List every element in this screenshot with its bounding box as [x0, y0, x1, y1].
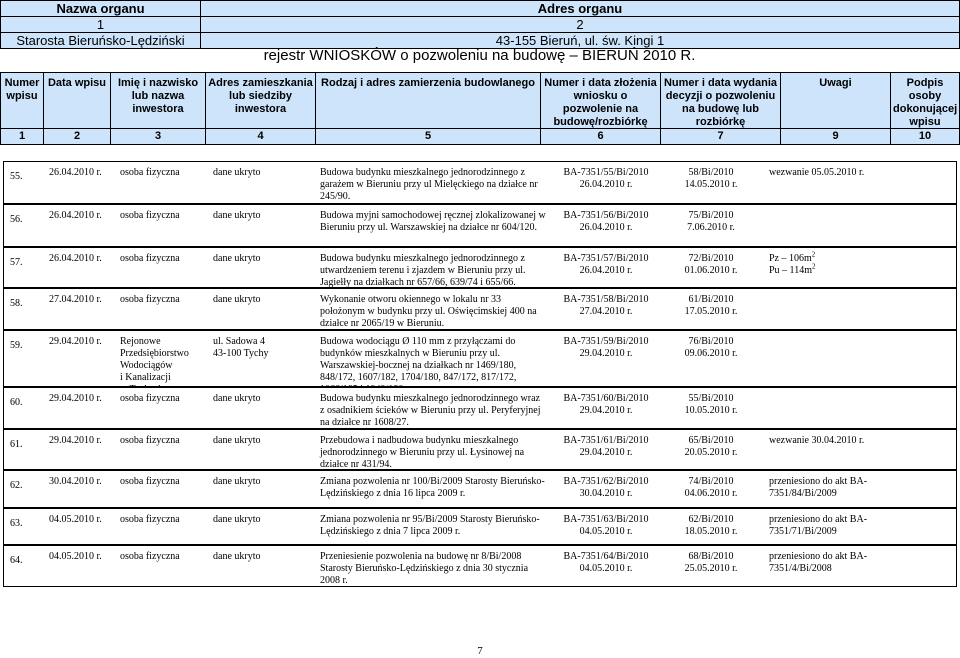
table-row: [3, 204, 957, 247]
organ-col-1: 1: [1, 17, 201, 33]
entry-number: 56.: [10, 214, 23, 225]
column-numbers: [0, 128, 960, 145]
col-header-address: Adres zamieszkania lub siedziby inwestora: [206, 73, 316, 133]
application-info: [547, 167, 665, 191]
register-title: rejestr WNIOSKÓW o pozwoleniu na budowę – BIERUŃ 2010 R.: [263, 47, 696, 64]
investor-address: dane ukryto: [213, 253, 261, 264]
organ-name: Starosta Bieruńsko-Lędziński: [1, 33, 201, 49]
entry-number: 61.: [10, 439, 23, 450]
application-number: BA-7351/59/Bi/2010: [563, 336, 649, 347]
entry-date: 30.04.2010 r.: [49, 476, 102, 487]
entry-date: 26.04.2010 r.: [49, 167, 102, 178]
decision-info: [666, 336, 756, 360]
decision-date: 20.05.2010 r.: [684, 447, 738, 458]
application-info: [547, 476, 665, 500]
investor-name: osoba fizyczna: [120, 435, 180, 446]
decision-info: [666, 294, 756, 318]
project-description: Budowa wodociągu Ø 110 mm z przyłączami do budynków mieszkalnych w Bieruniu przy ul. Warszawskiej-bocznej na działkach nr 1469/180, 848/172, 1607/182, 1704/180, 847/172, 817/172,: [320, 336, 517, 383]
organ-name-label: Nazwa organu: [1, 1, 201, 17]
table-row: [3, 508, 957, 545]
decision-number: 74/Bi/2010: [688, 476, 734, 487]
investor-address: dane ukryto: [213, 551, 261, 562]
entry-number: 63.: [10, 518, 23, 529]
application-number: BA-7351/56/Bi/2010: [563, 210, 649, 221]
application-date: 29.04.2010 r.: [579, 405, 633, 416]
decision-date: 25.05.2010 r.: [684, 563, 738, 574]
entry-number: 59.: [10, 340, 23, 351]
decision-number: 75/Bi/2010: [688, 210, 734, 221]
decision-info: [666, 210, 756, 234]
organ-address-label: Adres organu: [201, 1, 960, 17]
entry-number: 62.: [10, 480, 23, 491]
col-header-description: Rodzaj i adres zamierzenia budowlanego: [316, 73, 541, 133]
decision-number: 55/Bi/2010: [688, 393, 734, 404]
table-row: [3, 247, 957, 288]
table-row: [3, 470, 957, 508]
decision-number: 76/Bi/2010: [688, 336, 734, 347]
col-number: 3: [111, 129, 206, 145]
organ-address: 43-155 Bieruń, ul. św. Kingi 1: [201, 33, 960, 49]
application-date: 26.04.2010 r.: [579, 222, 633, 233]
application-info: [547, 253, 665, 277]
col-number: 5: [316, 129, 541, 145]
application-info: [547, 294, 665, 318]
table-row: [3, 387, 957, 429]
application-info: [547, 551, 665, 575]
investor-name: osoba fizyczna: [120, 253, 180, 264]
investor-name: Rejonowe Przedsiębiorstwo Wodociągów i Kanalizacji: [120, 336, 189, 383]
organ-header: [0, 0, 960, 49]
application-date: 26.04.2010 r.: [579, 265, 633, 276]
entry-date: 29.04.2010 r.: [49, 435, 102, 446]
application-date: 04.05.2010 r.: [579, 526, 633, 537]
project-description: Zmiana pozwolenia nr 100/Bi/2009 Starosty Bieruńsko-Lędzińskiego z dnia 16 lipca 2009 r.: [320, 476, 545, 499]
investor-name: osoba fizyczna: [120, 514, 180, 525]
col-number: 6: [541, 129, 661, 145]
investor-address: dane ukryto: [213, 476, 261, 487]
application-info: [547, 393, 665, 417]
decision-number: 68/Bi/2010: [688, 551, 734, 562]
application-number: BA-7351/61/Bi/2010: [563, 435, 649, 446]
table-row: [3, 545, 957, 587]
application-info: [547, 435, 665, 459]
decision-number: 72/Bi/2010: [688, 253, 734, 264]
decision-info: [666, 476, 756, 500]
investor-address: dane ukryto: [213, 435, 261, 446]
application-number: BA-7351/58/Bi/2010: [563, 294, 649, 305]
decision-date: 14.05.2010 r.: [684, 179, 738, 190]
project-description: Przebudowa i nadbudowa budynku mieszkalnego jednorodzinnego w Bieruniu przy ul. Łysinowej na działce nr 431/94.: [320, 435, 525, 470]
investor-name: osoba fizyczna: [120, 210, 180, 221]
col-number: 2: [44, 129, 111, 145]
col-number: 4: [206, 129, 316, 145]
decision-date: 04.06.2010 r.: [684, 488, 738, 499]
investor-name: osoba fizyczna: [120, 393, 180, 404]
project-description: Budowa budynku mieszkalnego jednorodzinnego z garażem w Bieruniu przy ul Mielęckiego na działce nr 245/90.: [320, 167, 538, 202]
application-number: BA-7351/60/Bi/2010: [563, 393, 649, 404]
entry-date: 26.04.2010 r.: [49, 253, 102, 264]
table-row: [3, 288, 957, 330]
application-date: 29.04.2010 r.: [579, 348, 633, 359]
page-number: 7: [477, 645, 483, 657]
decision-date: 09.06.2010 r.: [684, 348, 738, 359]
investor-name: osoba fizyczna: [120, 551, 180, 562]
investor-name: osoba fizyczna: [120, 167, 180, 178]
application-number: BA-7351/57/Bi/2010: [563, 253, 649, 264]
application-info: [547, 514, 665, 538]
decision-info: [666, 393, 756, 417]
investor-address: dane ukryto: [213, 514, 261, 525]
investor-address: dane ukryto: [213, 393, 261, 404]
built-area: Pz – $106m^2$: [769, 250, 816, 264]
entry-number: 60.: [10, 397, 23, 408]
investor-address: dane ukryto: [213, 210, 261, 221]
entry-number: 55.: [10, 171, 23, 182]
col-number: 9: [781, 129, 891, 145]
application-number: BA-7351/64/Bi/2010: [563, 551, 649, 562]
application-date: 30.04.2010 r.: [579, 488, 633, 499]
project-description: Zmiana pozwolenia nr 95/Bi/2009 Starosty Bieruńsko-Lędzińskiego z dnia 7 lipca 2009 r.: [320, 514, 540, 537]
project-description: Przeniesienie pozwolenia na budowę nr 8/Bi/2008 Starosty Bieruńsko-Lędzińskiego z dnia 30 stycznia 2008 r.: [320, 551, 529, 586]
decision-number: 62/Bi/2010: [688, 514, 734, 525]
application-date: 04.05.2010 r.: [579, 563, 633, 574]
col-number: 1: [1, 129, 44, 145]
investor-address: dane ukryto: [213, 167, 261, 178]
remarks: przeniesiono do akt BA-7351/71/Bi/2009: [769, 514, 868, 537]
remarks: przeniesiono do akt BA-7351/84/Bi/2009: [769, 476, 868, 499]
col-number: 10: [891, 129, 960, 145]
decision-info: [666, 514, 756, 538]
investor-name: osoba fizyczna: [120, 476, 180, 487]
remarks: wezwanie 05.05.2010 r.: [769, 167, 865, 178]
entry-date: 04.05.2010 r.: [49, 551, 102, 562]
col-number: 7: [661, 129, 781, 145]
project-description: Budowa budynku mieszkalnego jednorodzinnego z utwardzeniem terenu i zjazdem w Bieruniu przy ul. Jagiełły na działkach nr 657/66, 639/74 i 655/66.: [320, 253, 526, 288]
application-number: BA-7351/62/Bi/2010: [563, 476, 649, 487]
decision-date: 17.05.2010 r.: [684, 306, 738, 317]
decision-date: 18.05.2010 r.: [684, 526, 738, 537]
application-number: BA-7351/55/Bi/2010: [563, 167, 649, 178]
table-row: [3, 161, 957, 204]
entry-number: 57.: [10, 257, 23, 268]
col-header-entry-date: Data wpisu: [44, 73, 111, 133]
project-description: Budowa budynku mieszkalnego jednorodzinnego wraz z osadnikiem ścieków w Bieruniu przy ul. Peryferyjnej na działce nr 1608/27.: [320, 393, 541, 428]
entry-date: 29.04.2010 r.: [49, 393, 102, 404]
col-header-remarks: Uwagi: [781, 73, 891, 133]
remarks: przeniesiono do akt BA-7351/4/Bi/2008: [769, 551, 868, 574]
application-info: [547, 210, 665, 234]
entry-number: 58.: [10, 298, 23, 309]
entry-date: 29.04.2010 r.: [49, 336, 102, 347]
decision-info: [666, 435, 756, 459]
application-info: [547, 336, 665, 360]
decision-info: [666, 551, 756, 575]
application-date: 26.04.2010 r.: [579, 179, 633, 190]
decision-date: 7.06.2010 r.: [687, 222, 735, 233]
table-row: [3, 429, 957, 470]
investor-address: ul. Sadowa 4 43-100 Tychy: [213, 336, 269, 359]
decision-number: 65/Bi/2010: [688, 435, 734, 446]
decision-number: 58/Bi/2010: [688, 167, 734, 178]
investor-name: osoba fizyczna: [120, 294, 180, 305]
decision-number: 61/Bi/2010: [688, 294, 734, 305]
application-date: 27.04.2010 r.: [579, 306, 633, 317]
decision-info: [666, 167, 756, 191]
project-description: Wykonanie otworu okiennego w lokalu nr 33 położonym w budynku przy ul. Oświęcimskiej 400 na działce nr 2065/19 w Bieruniu.: [320, 294, 537, 329]
entry-date: 27.04.2010 r.: [49, 294, 102, 305]
project-description: Budowa myjni samochodowej ręcznej zlokalizowanej w Bieruniu przy ul. Warszawskiej na działce nr 604/120.: [320, 210, 546, 233]
col-header-decision: Numer i data wydania decyzji o pozwoleniu na budowę lub rozbiórkę: [661, 73, 781, 133]
col-header-investor: Imię i nazwisko lub nazwa inwestora: [111, 73, 206, 133]
col-header-entry-number: Numer wpisu: [1, 73, 44, 133]
col-header-application: Numer i data złożenia wniosku o pozwolenie na budowę/rozbiórkę: [541, 73, 661, 133]
investor-address: dane ukryto: [213, 294, 261, 305]
organ-col-2: 2: [201, 17, 960, 33]
decision-date: 10.05.2010 r.: [684, 405, 738, 416]
column-headers: [0, 72, 960, 133]
application-number: BA-7351/63/Bi/2010: [563, 514, 649, 525]
decision-info: [666, 253, 756, 277]
usable-area: Pu – $114m^2$: [769, 262, 816, 276]
col-header-signature: Podpis osoby dokonującej wpisu: [891, 73, 960, 133]
entry-date: 26.04.2010 r.: [49, 210, 102, 221]
decision-date: 01.06.2010 r.: [684, 265, 738, 276]
entry-number: 64.: [10, 555, 23, 566]
remarks: wezwanie 30.04.2010 r.: [769, 435, 865, 446]
table-row: [3, 330, 957, 387]
entry-date: 04.05.2010 r.: [49, 514, 102, 525]
application-date: 29.04.2010 r.: [579, 447, 633, 458]
remarks: [769, 250, 879, 277]
